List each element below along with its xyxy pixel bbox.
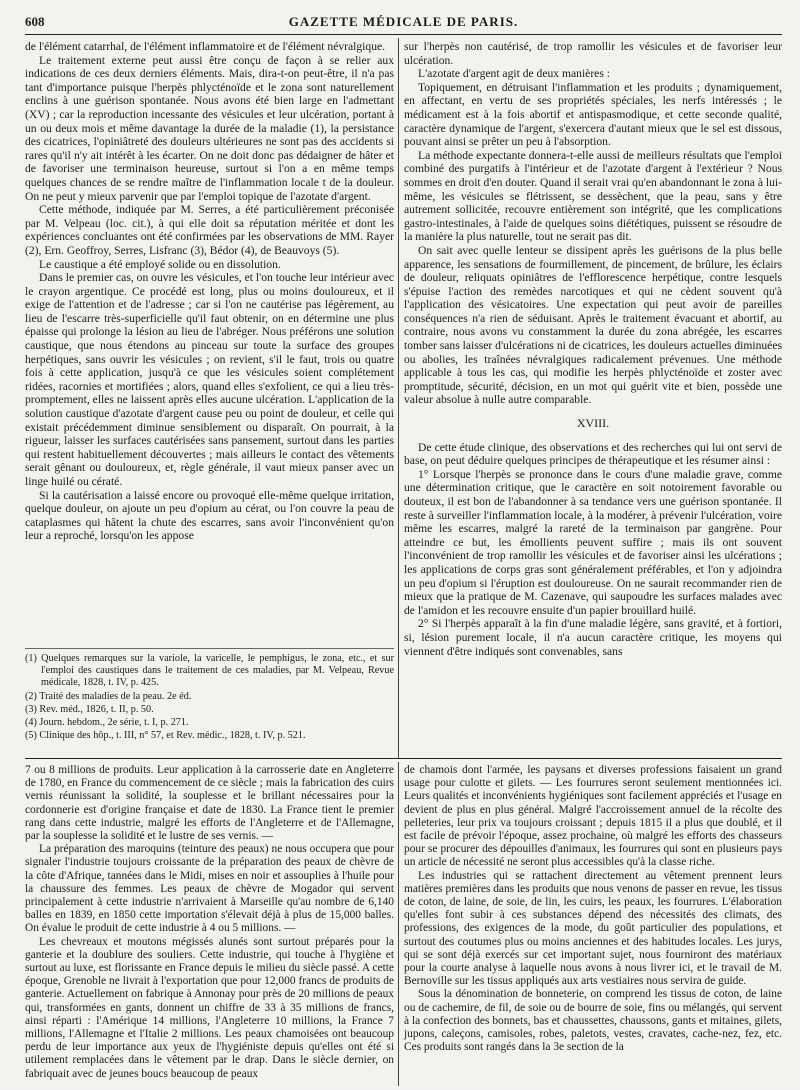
- column-divider: [398, 38, 399, 758]
- paragraph: Cette méthode, indiquée par M. Serres, a été particulièrement préconisée par M. Velpeau (loc. cit.), à qui elle doit sa réputation méritée et dont les expériences concluantes ont été confirmées par les observations de MM. Rayer (2), Ern. Geoffroy, Serres, Lisfranc (3), Bédor (4), de Beauvoys (5).: [25, 203, 394, 257]
- paragraph: 1° Lorsque l'herpès se prononce dans le cours d'une maladie grave, comme une détermination critique, que le caractère en soit notoirement favorable ou douteux, il est bon de l'abandonner à sa tendance vers une guérison spontanée. Il reste à surveiller l'inflammation locale, à la modérer, à prévenir l'ulcération, voire même les escarres, malgré la rareté de la terminaison par gangrène. Pour atteindre ce but, les émollients peuvent suffire ; mais ils ont souvent l'inconvénient de trop ramollir les vésicules et de favoriser ainsi les ulcérations ; les applications de corps gras sont généralement préférables, et l'on y adjoindra un peu d'opium si l'éruption est douloureuse. On ne saurait recommander rien de mieux que la pratique de M. Cazenave, qui saupoudre les surfaces malades avec de l'amidon et les recouvre ensuite d'un papier brouillard huilé.: [404, 467, 782, 617]
- upper-right-column: [404, 40, 782, 658]
- paragraph: Sous la dénomination de bonneterie, on comprend les tissus de coton, de laine ou de cachemire, de fil, de soie ou de bourre de soie, fins ou mélangés, qui servent à la confection des bonnets, bas et chaussettes, chaussons, gants et mitaines, gilets, jupons, caleçons, camisoles, robes, paletots, vestes, cravates, cache-nez, fez, etc. Ces produits sont rangés dans la 3e section de la: [404, 988, 782, 1054]
- paragraph: de l'élément catarrhal, de l'élément inflammatoire et de l'élément névralgique.: [25, 40, 386, 53]
- header-rule: [25, 34, 782, 35]
- section-heading: XVIII.: [576, 416, 610, 431]
- paragraph: Le traitement externe peut aussi être conçu de façon à se relier aux indications de ces deux derniers éléments. Mais, dira-t-on peut-être, il n'a pas tant d'importance puisque l'herpès phlycténoïde et le zona sont naturellement enclins à une guérison spontanée. Nous avons été bien large en l'admettant (XV) ; car la reproduction incessante des vésicules et leur ulcération, portant à un ou deux mois et même davantage la durée de la maladie (1), la persistance des cicatrices, l'opiniâtreté des douleurs ultérieures ne sont pas des accidents si rares qu'il n'y ait intérêt à les écarter. On ne doit donc pas dédaigner de hâter et de favoriser une terminaison heureuse, surtout si l'on a en même temps quelques chances de se rendre maître de l'inflammation locale t de la douleur. On ne peut y mieux parvenir que par l'emploi topique de l'azotate d'argent.: [25, 53, 394, 203]
- paragraph: On sait avec quelle lenteur se dissipent après les guérisons de la plus belle apparence, les sensations de fourmillement, de pincement, de brûlure, les éclairs de douleur, reliquats opiniâtres de l'efflorescence herpétique, contre lesquels s'épuise l'action des remèdes narcotiques et qui ne cèdent souvent qu'à l'application des vésicatoires. Une expectation qui peut avoir de pareilles conséquences n'a rien de séduisant. Après le traitement évacuant et abortif, au contraire, nous avons vu constamment la durée du zona abrégée, les escarres tomber sans laisser d'ulcérations ni de cicatrices, les douleurs actuelles diminuées ou abolies, les traînées névralgiques radicalement prévenues. Une méthode applicable à tous les cas, qui modifie les herpès phlycténoïde et zoster avec promptitude, sécurité, décision, en un mot qui guérit vite et bien, possède une valeur absolue à nulle autre comparable.: [404, 243, 782, 407]
- paragraph: La préparation des maroquins (teinture des peaux) ne nous occupera que pour signaler l'industrie toujours croissante de la préparation des peaux de chèvre de la côte d'Afrique, tannées dans le Midi, mises en noir et assouplies à l'huile pour la chaussure des femmes. Les peaux de chèvre de Mogador qui servent principalement à cette industrie n'arrivaient à Marseille qu'au nombre de 6,140 balles en 1839, en 1850 cette importation s'élevait déjà à plus de 15,000 balles. On évalue le produit de cette industrie à 4 ou 5 millions. —: [25, 843, 394, 935]
- paragraph: sur l'herpès non cautérisé, de trop ramollir les vésicules et de favoriser leur ulcération.: [404, 40, 782, 67]
- paragraph: Si la cautérisation a laissé encore ou provoqué elle-même quelque irritation, quelque douleur, on ajoute un peu d'opium au cérat, ou l'on couvre la peau de cataplasmes qui hâtent la chute des escarres, sans avoir l'inconvénient qu'on leur a reproché, lorsqu'on les appose: [25, 488, 394, 543]
- upper-left-column: [25, 40, 394, 644]
- paragraph: Les industries qui se rattachent directement au vêtement prennent leurs matières premières dans les produits que nous venons de passer en revue, les tissus de coton, de laine, de soie, de lin, les cuirs, les peaux, les fourrures. L'élaboration qu'elles font subir à ces substances dépend des nécessités des climats, des professions, des exigences de la mode, du goût particulier des populations, et surtout des coutumes plus ou moins anciennes et des habitudes locales. Les jurys, qui se sont déjà exercés sur cet important sujet, nous fourniront des matériaux pour la courte analyse à laquelle nous avons à nous livrer ici, et le travail de M. Bernoville sur les tissus appliqués aux arts vestiaires nous servira de guide.: [404, 869, 782, 988]
- footnote: (5) Clinique des hôp., t. III, n° 57, et Rev. médic., 1828, t. IV, p. 521.: [25, 730, 306, 742]
- footnote: (4) Journ. hebdom., 2e série, t. I, p. 271.: [25, 717, 189, 729]
- paragraph: 2° Si l'herpès apparaît à la fin d'une maladie légère, sans gravité, et à fortiori, si, lésion purement locale, il n'a aucun caractère critique, les moyens qui viennent d'être indiqués sont convenables, sans: [404, 617, 782, 658]
- paragraph: 7 ou 8 millions de produits. Leur application à la carrosserie date en Angleterre de 1780, en France du commencement de ce siècle ; mais la fabrication des cuirs vernis réunissant la solidité, la souplesse et le brillant nécessaires pour la cordonnerie est d'origine française et date de 1830. La France tient le premier rang dans cette industrie, malgré les efforts de l'Angleterre et de l'Allemagne, par la souplesse la solidité et le lustre de ses vernis. —: [25, 764, 394, 843]
- paragraph: Le caustique a été employé solide ou en dissolution.: [39, 257, 281, 271]
- lower-left-column: [25, 764, 394, 1086]
- lower-right-column: [404, 764, 782, 1086]
- journal-title: GAZETTE MÉDICALE DE PARIS.: [288, 14, 519, 29]
- footnotes: [25, 653, 394, 743]
- paragraph: Les chevreaux et moutons mégissés alunés sont surtout préparés pour la ganterie et la doublure des souliers. Cette industrie, qui touche à l'hygiène et surtout au luxe, est florissante en France depuis le milieu du siècle passé. A cette époque, Grenoble ne livrait à l'exportation que pour 12,000 francs de produits de ganterie. Actuellement on fabrique à Annonay pour près de 20 millions de peaux qui, transformées en gants, donnent un chiffre de 33 à 35 millions de francs, ainsi réparti : l'Amérique 14 millions, l'Angleterre 10 millions, la France 7 millions, l'Allemagne et l'Italie 2 millions. Les peaux chamoisées ont beaucoup perdu de leur importance aux yeux de l'hygiéniste depuis qu'elles ont été si utilement remplacées dans le vêtement par le drap. Dans le siècle dernier, on fabriquait avec de jeunes boucs beaucoup de peaux: [25, 935, 394, 1080]
- paragraph: La méthode expectante donnera-t-elle aussi de meilleurs résultats que l'emploi combiné des purgatifs à l'intérieur et de l'azotate d'argent à l'extérieur ? Nous sommes en droit d'en douter. Quand il serait vrai qu'en abandonnant le zona à lui-même, les vésicules se flétrissent, se dessèchent, que la peau, sans y être autrement sollicitée, recouvre entièrement son intégrité, que les complications gastro-intestinales, à l'aide de quelques soins diététiques, puissent se résoudre de la manière la plus naturelle, tout ne serait pas dit.: [404, 148, 782, 244]
- paragraph: L'azotate d'argent agit de deux manières :: [418, 67, 610, 81]
- page-number: 608: [25, 14, 45, 29]
- section-rule: [25, 758, 782, 759]
- footnote: (2) Traité des maladies de la peau. 2e éd.: [25, 690, 192, 702]
- column-divider: [398, 762, 399, 1086]
- footnote: (1) Quelques remarques sur la variole, la varicelle, le pemphigus, le zona, etc., et sur l'emploi des caustiques dans le traitement de ces maladies, par M. Velpeau, Revue médicale, 1828, t. IV, p. 425.: [25, 653, 394, 689]
- footnote-rule: [25, 648, 394, 649]
- paragraph: de chamois dont l'armée, les paysans et diverses professions faisaient un grand usage pour culotte et gilets. — Les fourrures seront seulement mentionnées ici. Leurs qualités et inconvénients hygiéniques sont facilement appréciés et l'usage en devient de plus en plus général. Malgré l'accroissement annuel de la récolte des pelleteries, leur prix va toujours croissant ; depuis 1815 il a plus que doublé, et il est facile de prévoir l'époque, assez prochaine, où malgré les efforts des chasseurs pour se procurer des dépouilles d'animaux, les fourrures qui sont en plusieurs pays un article de nécessité ne seront plus accessibles qu'à la classe riche.: [404, 764, 782, 869]
- paragraph: Topiquement, en détruisant l'inflammation et les produits ; dynamiquement, en affectant, en vertu de ses propriétés spéciales, les nerfs intéressés ; le médicament est à la fois abortif et antispasmodique, et cette seconde qualité, caractère dynamique de l'argent, s'exercera d'autant mieux que le sel est dissous, pouvant ainsi se prêter un peu à l'absorption.: [404, 80, 782, 149]
- paragraph: Dans le premier cas, on ouvre les vésicules, et l'on touche leur intérieur avec le crayon argentique. Ce procédé est long, plus ou moins douloureux, et il exige de l'attention et de l'adresse ; car si l'on ne cautérise pas légèrement, au lieu de l'escarre très-superficielle qu'il faut obtenir, on en détermine une plus épaisse qui prolonge la lésion au lieu de l'abréger. Nous préférons une solution caustique, que nous étendons au pinceau sur toute la surface des groupes herpétiques, sans ouvrir les vésicules ; on revient, s'il le faut, trois ou quatre fois à cette application, jusqu'à ce que les vésicules soient complétement ridées, racornies et mortifiées ; alors, quand elles s'exfolient, ce qui a lieu très-promptement, elles ne laissent après elles aucune ulcération. L'application de la solution caustique d'azotate d'argent cause peu ou point de douleur, et celle qui existait précédemment diminue sensiblement ou disparaît. On pourrait, à la rigueur, laisser les surfaces cautérisées sans pansement, surtout dans les parties qui restent habituellement découvertes ; mais ailleurs le contact des vêtements serait gênant ou douloureux, et, règle générale, il vaut mieux panser avec un linge huilé ou cératé.: [25, 271, 394, 488]
- paragraph: De cette étude clinique, des observations et des recherches qui lui ont servi de base, on peut déduire quelques principes de thérapeutique et les résumer ainsi :: [404, 440, 782, 468]
- footnote: (3) Rev. méd., 1826, t. II, p. 50.: [25, 703, 154, 715]
